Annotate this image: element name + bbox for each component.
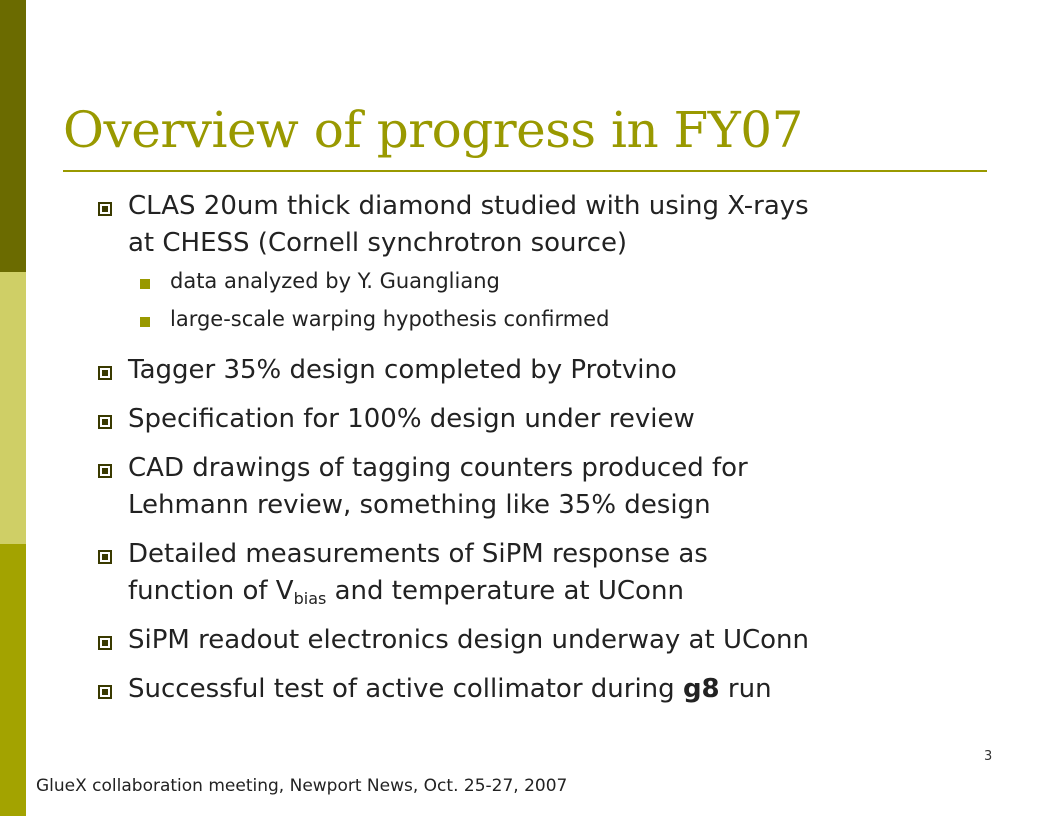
bullet-text: SiPM readout electronics design underway at UConn — [128, 625, 809, 655]
sub-bullet-item — [98, 262, 998, 300]
bullet-item — [98, 671, 998, 708]
sidebar-band-top — [0, 0, 26, 272]
square-bullet-icon — [98, 685, 112, 699]
square-sub-bullet-icon — [140, 279, 150, 289]
bullet-list — [98, 188, 998, 708]
bullet-item — [98, 401, 998, 438]
page-number: 3 — [984, 749, 993, 764]
bullet-text-part: and temperature at UConn — [326, 576, 684, 606]
bullet-text-part: function of V — [128, 576, 294, 606]
sidebar-band-middle — [0, 272, 26, 544]
bullet-text-line: Lehmann review, something like 35% design — [128, 490, 711, 520]
sub-bullet-text: large-scale warping hypothesis confirmed — [170, 307, 610, 331]
bullet-text-line — [128, 573, 998, 610]
sub-bullet-text: data analyzed by Y. Guangliang — [170, 269, 500, 293]
bullet-text-part: run — [719, 674, 772, 704]
bullet-text: Specification for 100% design under review — [128, 404, 695, 434]
square-bullet-icon — [98, 366, 112, 380]
bullet-text-line: CAD drawings of tagging counters produced for — [128, 453, 748, 483]
bullet-text-line: Detailed measurements of SiPM response as — [128, 539, 708, 569]
square-sub-bullet-icon — [140, 317, 150, 327]
subscript-text: bias — [293, 589, 327, 608]
slide-title: Overview of progress in FY07 — [63, 101, 803, 159]
square-bullet-icon — [98, 202, 112, 216]
sidebar-decoration — [0, 0, 26, 816]
sub-bullet-item — [98, 300, 998, 338]
square-bullet-icon — [98, 464, 112, 478]
bullet-text-line: CLAS 20um thick diamond studied with using X-rays — [128, 191, 809, 221]
bullet-item — [98, 352, 998, 389]
title-underline — [63, 170, 987, 172]
square-bullet-icon — [98, 415, 112, 429]
bullet-text: Tagger 35% design completed by Protvino — [128, 355, 677, 385]
footer-text: GlueX collaboration meeting, Newport News, Oct. 25-27, 2007 — [36, 776, 568, 796]
square-bullet-icon — [98, 550, 112, 564]
bullet-item — [98, 536, 998, 610]
bold-run-name: g8 — [682, 674, 720, 704]
bullet-item — [98, 622, 998, 659]
bullet-text-part: Successful test of active collimator during — [128, 674, 683, 704]
bullet-text-line: at CHESS (Cornell synchrotron source) — [128, 228, 628, 258]
square-bullet-icon — [98, 636, 112, 650]
bullet-item — [98, 188, 998, 262]
bullet-item — [98, 450, 998, 524]
sidebar-band-bottom — [0, 544, 26, 816]
